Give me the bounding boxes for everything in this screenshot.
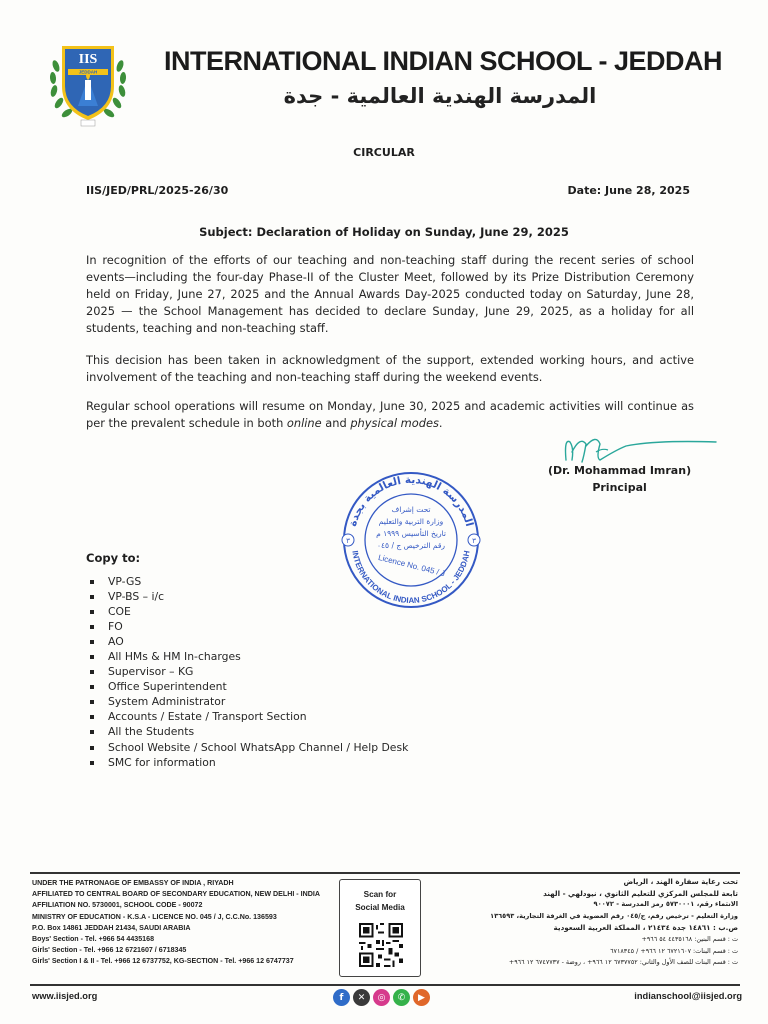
paragraph-3-and: and [321,416,351,430]
website-link[interactable]: www.iisjed.org [32,991,98,1001]
qr-label-line-2: Social Media [355,903,405,912]
seal-school-name: INTERNATIONAL INDIAN SCHOOL - JEDDAH [350,549,472,605]
body-paragraph-1: In recognition of the efforts of our teaching and non-teaching staff during the recent series of school events—including the four-day Phase-II of the Cluster Meet, followed by its Prize Distribution Ceremony held on Friday, June 27, 2025 and the Annual Awards Day-2025 conducted today on Saturday, June 28, 2025 — the School Management has decided to declare Sunday, June 29, 2025, as a holiday for all students, teaching and non-teaching staff. [86,253,694,335]
list-item: VP-GS [90,574,408,589]
footer-line-ar: ت : قسم البنات للصف الأول والثاني: ٦٧٣٧٧٥٢ ١٢ ٩٦٦+ ، روضة - ٦٧٤٧٧٣٧ ١٢ ٩٦٦+ [508,958,738,967]
list-item: All the Students [90,724,408,739]
footer-divider-top [30,872,740,874]
seal-outer-arabic: المدرسة الهندية العالمية بجدة [346,473,476,528]
list-item: SMC for information [90,755,408,770]
list-item: Supervisor – KG [90,664,408,679]
seal-line-1: تحت إشراف [391,505,431,514]
email-link[interactable]: indianschool@iisjed.org [634,991,742,1001]
paragraph-3-end: . [438,416,443,430]
physical-modes-text: physical modes [350,416,439,430]
qr-label-line-1: Scan for [363,890,397,899]
footer-line-ar: تحت رعاية سفارة الهند ، الرياض [623,877,738,886]
signatory-title: Principal [592,481,647,494]
seal-licence-text: Licence No. 045 / J [377,552,446,579]
list-item: System Administrator [90,694,408,709]
instagram-icon[interactable]: ◎ [373,989,390,1006]
signatory-block [548,462,691,496]
paragraph-3-text: Regular school operations will resume on Monday, June 30, 2025 and academic activities will continue as per the prevalent schedule in both [86,399,694,430]
document-type-label: CIRCULAR [353,146,415,159]
list-item: Office Superintendent [90,679,408,694]
footer-line: P.O. Box 14861 JEDDAH 21434, SAUDI ARABIA [32,923,191,932]
footer-divider-bottom [30,984,740,986]
seal-number-right: ٣ [472,537,476,545]
x-icon[interactable]: ✕ [353,989,370,1006]
footer-line: Girls' Section I & II - Tel. +966 12 6737752, KG-SECTION - Tel. +966 12 6747737 [32,957,294,966]
qr-code-icon[interactable] [359,923,403,967]
list-item: AO [90,634,408,649]
footer-line: Boys' Section - Tel. +966 54 4435168 [32,935,155,944]
list-item: FO [90,619,408,634]
qr-label [340,888,420,914]
seal-line-3: تاريخ التأسيس ١٩٩٩ م [376,529,446,538]
whatsapp-icon[interactable]: ✆ [393,989,410,1006]
footer-line-ar: ص.ب : ١٤٨٦١ جدة ٢١٤٣٤ ، المملكة العربية السعودية [553,923,738,933]
seal-line-4: رقم الترخيص ج / ٠٤٥ [376,541,446,550]
list-item: School Website / School WhatsApp Channel / Help Desk [90,740,408,755]
facebook-icon[interactable]: f [333,989,350,1006]
footer-affiliation-english [32,878,320,968]
footer-line-ar: وزارة التعليم - ترخيص رقم، ج/٠٤٥ رقم العضوية في الغرفة التجارية، ١٣٦٥٩٣ [490,911,738,920]
online-text: online [286,416,322,430]
copy-to-title: Copy to: [86,551,141,565]
social-qr-box[interactable] [339,879,421,977]
school-logo [48,36,128,128]
body-paragraph-3 [86,398,694,432]
school-name-arabic: المدرسة الهندية العالمية - جدة [283,84,597,108]
list-item: Accounts / Estate / Transport Section [90,709,408,724]
seal-line-2: وزارة التربية والتعليم [378,517,444,526]
school-name-english: INTERNATIONAL INDIAN SCHOOL - JEDDAH [164,46,723,76]
list-item: COE [90,604,408,619]
document-date: Date: June 28, 2025 [567,184,690,197]
list-item: VP-BS – i/c [90,589,408,604]
footer-line: UNDER THE PATRONAGE OF EMBASSY OF INDIA , RIYADH [32,879,234,887]
social-icons [333,989,430,1006]
logo-city: JEDDAH [78,69,98,75]
footer-line-ar: الانتماء رقم، ٥٧٣٠٠٠١ رمز المدرسة - ٩٠٠٧٢ [593,900,738,909]
footer-line: MINISTRY OF EDUCATION - K.S.A - LICENCE NO. 045 / J, C.C.No. 136593 [32,912,277,921]
footer-line: AFFILIATION NO. 5730001, SCHOOL CODE - 90072 [32,901,203,910]
reference-number: IIS/JED/PRL/2025-26/30 [86,184,229,197]
footer-line-ar: ت : قسم البنين: ٤٤٣٥١٦٨ ٥٤ ٩٦٦+ [641,934,738,943]
footer-line: Girls' Section - Tel. +966 12 6721607 / 6718345 [32,946,187,955]
logo-text: IIS [78,52,98,67]
list-item: All HMs & HM In-charges [90,649,408,664]
footer-line: AFFILIATED TO CENTRAL BOARD OF SECONDARY EDUCATION, NEW DELHI - INDIA [32,890,320,899]
footer-affiliation-arabic [438,876,738,969]
footer-line-ar: ت : قسم البنات: ٦٧٢١٦٠٧ ١٢ ٩٦٦+ / ٦٧١٨٣٤٥ [610,946,738,955]
seal-number-left: ٣ [346,537,350,545]
footer-line-ar: تابعة للمجلس المركزي للتعليم الثانوي ، نيودلهي - الهند [543,888,738,898]
youtube-icon[interactable]: ▶ [413,989,430,1006]
copy-to-list [90,574,408,770]
body-paragraph-2: This decision has been taken in acknowledgment of the support, extended working hours, and active involvement of the teaching and non-teaching staff during the weekend events. [86,353,694,384]
signatory-name: (Dr. Mohammad Imran) [548,464,692,477]
subject-line: Subject: Declaration of Holiday on Sunday, June 29, 2025 [199,225,569,239]
